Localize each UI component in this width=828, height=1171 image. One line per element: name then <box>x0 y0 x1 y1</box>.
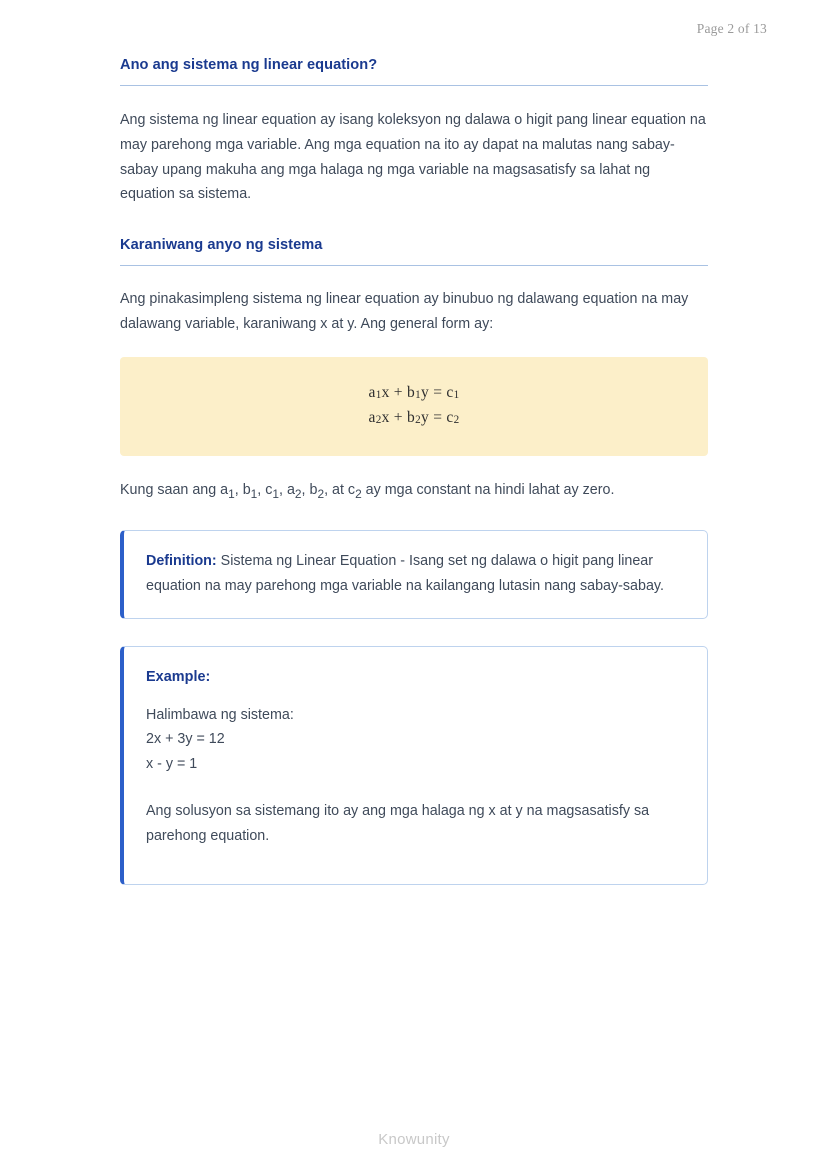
equation-1-coefficient-a: a <box>368 383 376 401</box>
equation-2-sub-c: 2 <box>453 414 460 427</box>
constants-sub-a1: 1 <box>228 486 235 501</box>
equation-2-constant-c: y = c <box>420 408 454 426</box>
equation-1-constant-c: y = c <box>420 383 454 401</box>
page-indicator: Page 2 of 13 <box>696 21 767 36</box>
constants-note-t3: , a <box>279 481 295 498</box>
constants-note-post: ay mga constant na hindi lahat ay zero. <box>361 481 615 498</box>
section-1-heading: Ano ang sistema ng linear equation? <box>120 57 378 73</box>
example-label: Example: <box>146 668 211 685</box>
constants-note-t2: , c <box>257 481 273 498</box>
general-form-equation-box <box>120 357 708 456</box>
constants-sub-c1: 1 <box>272 486 279 501</box>
equation-2-sub-b: 2 <box>415 414 421 427</box>
equation-1-sub-b: 1 <box>415 389 421 402</box>
definition-callout-body <box>146 549 685 598</box>
section-1-heading-rule <box>120 85 708 86</box>
document-content <box>120 56 708 885</box>
section-2-heading-rule <box>120 265 708 266</box>
equation-2-sub-a: 2 <box>375 414 382 427</box>
definition-text: Sistema ng Linear Equation - Isang set ng dalawa o higit pang linear equation na may parehong mga variable na kailangang lutasin nang sabay-sabay. <box>146 553 664 594</box>
section-1-heading-block <box>120 56 708 86</box>
constants-sub-a2: 2 <box>294 486 302 501</box>
example-callout <box>120 646 708 886</box>
equation-1-sub-c: 1 <box>453 389 460 402</box>
constants-sub-b2: 2 <box>317 486 325 501</box>
example-equation-1: 2x + 3y = 12 <box>146 731 225 748</box>
footer-watermark: Knowunity <box>378 1131 450 1148</box>
equation-2-coefficient-b: x + b <box>381 408 416 426</box>
constants-sub-c2: 2 <box>355 486 362 501</box>
section-1-paragraph: Ang sistema ng linear equation ay isang koleksyon ng dalawa o higit pang linear equation na may parehong mga variable. Ang mga equation na ito ay dapat na malutas nang sabay-sabay upang makuha ang mga halaga ng mga variable na magsasatisfy sa lahat ng equation sa sistema. <box>120 111 706 203</box>
section-2-heading: Karaniwang anyo ng sistema <box>120 237 323 254</box>
constants-sub-b1: 1 <box>250 486 258 501</box>
constants-note-t1: , b <box>234 481 251 498</box>
example-closing-text: Ang solusyon sa sistemang ito ay ang mga halaga ng x at y na magsasatisfy sa parehong equation. <box>146 802 650 844</box>
section-2-paragraph: Ang pinakasimpleng sistema ng linear equation ay binubuo ng dalawang equation na may dalawang variable, karaniwang x at y. Ang general form ay: <box>120 291 689 332</box>
section-2-heading-block <box>120 236 708 266</box>
constants-note-pre: Kung saan ang a <box>120 481 229 498</box>
equation-line-2 <box>140 406 688 431</box>
example-equation-2: x - y = 1 <box>146 756 198 773</box>
constants-note-t5: , at c <box>324 481 356 498</box>
definition-callout <box>120 530 708 618</box>
example-intro: Halimbawa ng sistema: <box>146 706 294 723</box>
definition-label: Definition: <box>146 553 217 570</box>
equation-1-coefficient-b: x + b <box>381 383 416 401</box>
constants-note <box>120 478 708 507</box>
constants-note-t4: , b <box>301 481 318 498</box>
equation-1-sub-a: 1 <box>375 389 382 402</box>
equation-line-1 <box>140 381 688 406</box>
equation-2-coefficient-a: a <box>368 408 376 426</box>
